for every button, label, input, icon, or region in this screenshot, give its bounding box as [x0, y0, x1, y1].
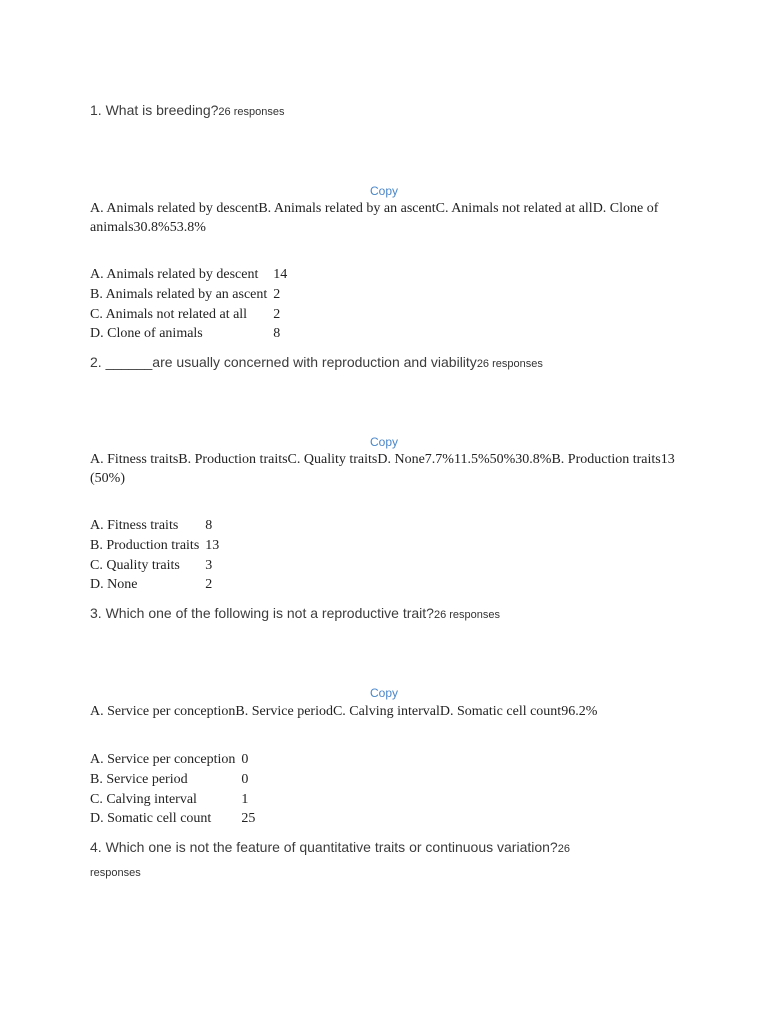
answer-count: 8 — [205, 518, 213, 533]
question-title-text: 2. ______are usually concerned with reproduction and viability — [90, 354, 477, 370]
answer-row — [88, 750, 257, 770]
question-3-title — [90, 605, 500, 621]
answer-count: 3 — [205, 557, 213, 573]
answer-count: 0 — [241, 771, 249, 787]
answer-row — [88, 265, 289, 285]
answer-label: A. Service per conception — [90, 752, 236, 767]
chart-alt-text: A. Service per conceptionB. Service periodC. Calving intervalD. Somatic cell count96.2% — [90, 704, 598, 719]
copy-chart-button[interactable]: Copy — [369, 435, 398, 449]
answer-table — [88, 750, 257, 829]
answer-label: D. Somatic cell count — [90, 811, 212, 827]
answer-row — [88, 324, 289, 344]
answer-row — [88, 536, 221, 556]
answer-row — [88, 516, 221, 536]
answer-label: B. Animals related by an ascent — [90, 286, 268, 302]
answer-count: 1 — [241, 791, 249, 807]
question-2-title — [90, 354, 543, 370]
copy-chart-button[interactable]: Copy — [369, 686, 398, 700]
response-count: 26 responses — [433, 609, 501, 621]
response-count: 26 responses — [476, 358, 543, 370]
response-count: 26 responses — [218, 106, 285, 118]
answer-row — [88, 305, 289, 325]
question-4-title — [90, 839, 570, 855]
answer-table — [88, 265, 289, 344]
answer-row — [88, 556, 221, 576]
answer-label: B. Production traits — [90, 537, 200, 553]
question-1-title — [90, 102, 284, 118]
copy-chart-button[interactable]: Copy — [369, 184, 398, 198]
answer-table — [88, 516, 221, 595]
answer-label: C. Calving interval — [90, 791, 197, 807]
response-count: 26 — [557, 843, 570, 855]
answer-count: 2 — [273, 286, 281, 302]
answer-label: D. None — [90, 577, 138, 593]
answer-count: 8 — [273, 326, 281, 342]
question-title-text: 3. Which one of the following is not a reproductive trait? — [90, 605, 434, 621]
answer-row — [88, 770, 257, 790]
answer-row — [88, 575, 221, 595]
answer-count: 14 — [273, 267, 288, 282]
answer-row — [88, 790, 257, 810]
answer-row — [88, 285, 289, 305]
chart-alt-text: A. Animals related by descentB. Animals related by an ascentC. Animals not related at allD. Clone of animals30.8%53.8% — [90, 201, 659, 235]
answer-label: D. Clone of animals — [90, 326, 203, 342]
answer-count: 13 — [205, 537, 220, 553]
chart-alt-text: A. Fitness traitsB. Production traitsC. Quality traitsD. None7.7%11.5%50%30.8%B. Production traits13 (50%) — [90, 452, 675, 486]
answer-label: A. Fitness traits — [90, 518, 179, 533]
question-title-text: 1. What is breeding? — [90, 102, 219, 118]
answer-count: 2 — [205, 577, 213, 593]
answer-count: 25 — [241, 811, 256, 827]
answer-label: C. Animals not related at all — [90, 306, 248, 322]
answer-count: 0 — [241, 752, 249, 767]
answer-row — [88, 809, 257, 829]
answer-label: B. Service period — [90, 771, 188, 787]
response-count-wrap: responses — [90, 867, 141, 879]
question-title-text: 4. Which one is not the feature of quantitative traits or continuous variation? — [90, 839, 558, 855]
answer-count: 2 — [273, 306, 281, 322]
answer-label: C. Quality traits — [90, 557, 180, 573]
answer-label: A. Animals related by descent — [90, 267, 259, 282]
